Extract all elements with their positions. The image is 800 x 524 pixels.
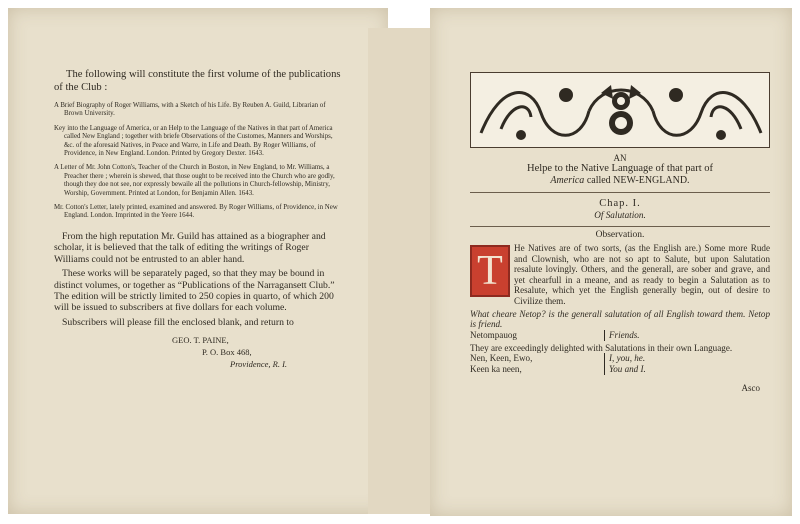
observation-heading: Observation.: [595, 230, 645, 240]
chapter-heading: Chap. I.: [599, 198, 641, 209]
left-column: [54, 68, 344, 370]
heading-subtitle: [470, 175, 770, 187]
vocab-term: Netompauog: [470, 329, 517, 340]
body-paragraph: They are exceedingly delighted with Salutations in their own Language.: [470, 342, 733, 353]
catchword: Asco: [741, 382, 760, 393]
ornament-headpiece: [470, 72, 770, 148]
vocab-row: [470, 330, 770, 341]
heading-title: Helpe to the Native Language of that part of: [526, 163, 713, 174]
list-item: Key into the Language of America, or an Help to the Language of the Natives in that part of America called New England ; together with briefe Observations of the Customes, Manners and Worships, &c. of the aforesaid Natives, in Peace and Warre, in Life and Death. By Roger Williams, of Providence, in New England. London. Printed by Gregory Dexter. 1643.: [54, 124, 333, 158]
vocab-term: Keen ka neen,: [470, 363, 522, 374]
body-paragraph: Subscribers will please fill the enclosed blank, and return to: [62, 316, 294, 328]
signature-name: GEO. T. PAINE,: [172, 335, 229, 346]
vocab-meaning: I, you, he.: [604, 353, 645, 364]
heading-an: AN: [613, 153, 627, 163]
salutation-line: What cheare Netop? is the generall salutation of all English toward them. Netop is friend.: [470, 308, 770, 330]
vocab-meaning: Friends.: [604, 330, 640, 341]
vocab-row: [470, 364, 770, 375]
signature-address: P. O. Box 468,: [202, 347, 252, 358]
list-item: Mr. Cotton's Letter, lately printed, examined and answered. By Roger Williams, of Providence, in New England. London. Imprinted in the Yeere 1644.: [54, 204, 338, 220]
body-paragraph: He Natives are of two sorts, (as the English are.) Some more Rude and Clownish, who are not so apt to Salute, but upon Salutation resalute lovingly. Others, and the generall, are sober and grave, and yet chearfull in a meane, and as ready to begin a Salutation as to Resalute, which yet the English generally begin, out of desire to Civilize them.: [514, 243, 770, 306]
left-page: [8, 8, 388, 514]
body-paragraph: These works will be separately paged, so that they may be bound in distinct volumes, or together as “Publications of the Narragansett Club.” The edition will be strictly limited to 250 copies in quarto, of which 200 will be issued to subscribers at five dollars for each volume.: [54, 268, 335, 314]
right-column: [470, 72, 770, 393]
vocab-meaning: You and I.: [604, 364, 646, 375]
signature-place: Providence, R. I.: [230, 359, 288, 370]
vocab-row: [470, 353, 770, 364]
body-paragraph: From the high reputation Mr. Guild has attained as a biographer and scholar, it is believed that the talk of editing the writings of Roger Williams could not be entrusted to an abler hand.: [54, 230, 326, 265]
vocab-term: Nen, Keen, Ewo,: [470, 353, 533, 364]
heading-america: America: [550, 175, 585, 186]
list-item: A Brief Biography of Roger Williams, with a Sketch of his Life. By Reuben A. Guild, Librarian of Brown University.: [54, 102, 326, 118]
body-block: [470, 243, 770, 393]
heading-new-england: called NEW-ENGLAND.: [584, 175, 690, 186]
right-page: [430, 8, 792, 516]
chapter-subtitle: Of Salutation.: [594, 210, 646, 220]
drop-cap: T: [470, 245, 510, 297]
divider: [470, 192, 770, 193]
list-item: A Letter of Mr. John Cotton's, Teacher of the Church in Boston, in New England, to Mr. Williams, a Preacher there ; wherein is shewed, that those ought to be received into the Church who are godly, though they doe not see, nor expressly bewaile all the pollutions in Church-fellowship, Ministry, Worship, Government. Printed at London, for Benjamin Allen. 1643.: [54, 164, 335, 197]
divider: [470, 226, 770, 227]
intro-text: The following will constitute the first volume of the publications of the Club :: [54, 69, 341, 93]
